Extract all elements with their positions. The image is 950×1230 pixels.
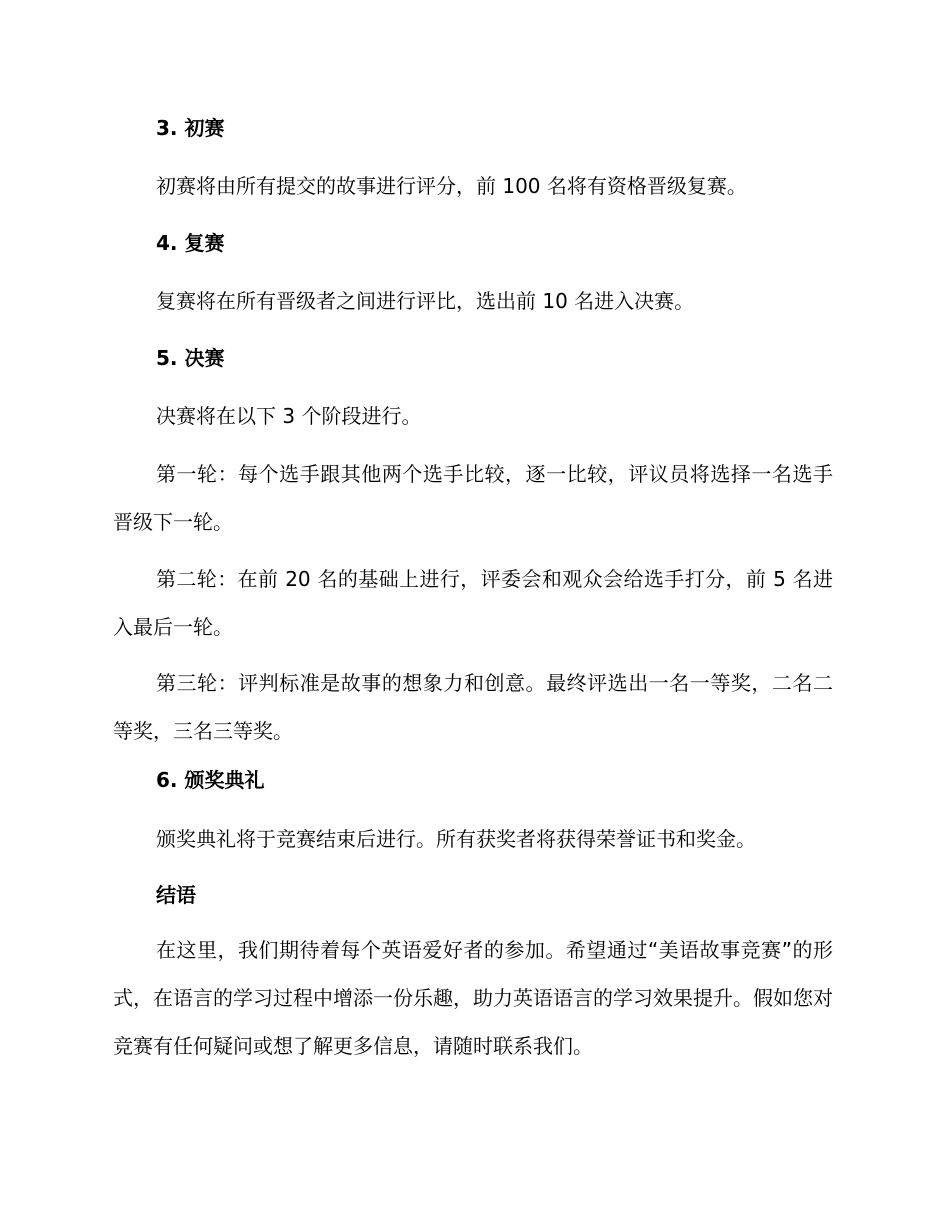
paragraph-round-three: 第三轮：评判标准是故事的想象力和创意。最终评选出一名一等奖，二名二等奖，三名三等奖。 <box>113 671 833 743</box>
section-heading-award-ceremony: 6. 颁奖典礼 <box>156 768 265 792</box>
paragraph-award-ceremony: 颁奖典礼将于竞赛结束后进行。所有获奖者将获得荣誉证书和奖金。 <box>156 827 756 851</box>
section-heading-final: 5. 决赛 <box>156 346 225 370</box>
section-heading-conclusion: 结语 <box>156 883 196 907</box>
paragraph-preliminary: 初赛将由所有提交的故事进行评分，前 100 名将有资格晋级复赛。 <box>156 174 747 198</box>
paragraph-semifinal: 复赛将在所有晋级者之间进行评比，选出前 10 名进入决赛。 <box>156 289 695 313</box>
paragraph-conclusion: 在这里，我们期待着每个英语爱好者的参加。希望通过“美语故事竞赛”的形式，在语言的学习过程中增添一份乐趣，助力英语语言的学习效果提升。假如您对竞赛有任何疑问或想了解更多信息，请随时联系我们。 <box>113 938 833 1058</box>
paragraph-round-two: 第二轮：在前 20 名的基础上进行，评委会和观众会给选手打分，前 5 名进入最后一轮。 <box>113 567 833 639</box>
paragraph-final-intro: 决赛将在以下 3 个阶段进行。 <box>156 404 422 428</box>
section-heading-preliminary: 3. 初赛 <box>156 116 225 140</box>
section-heading-semifinal: 4. 复赛 <box>156 231 225 255</box>
paragraph-round-one: 第一轮：每个选手跟其他两个选手比较，逐一比较，评议员将选择一名选手晋级下一轮。 <box>113 462 833 534</box>
